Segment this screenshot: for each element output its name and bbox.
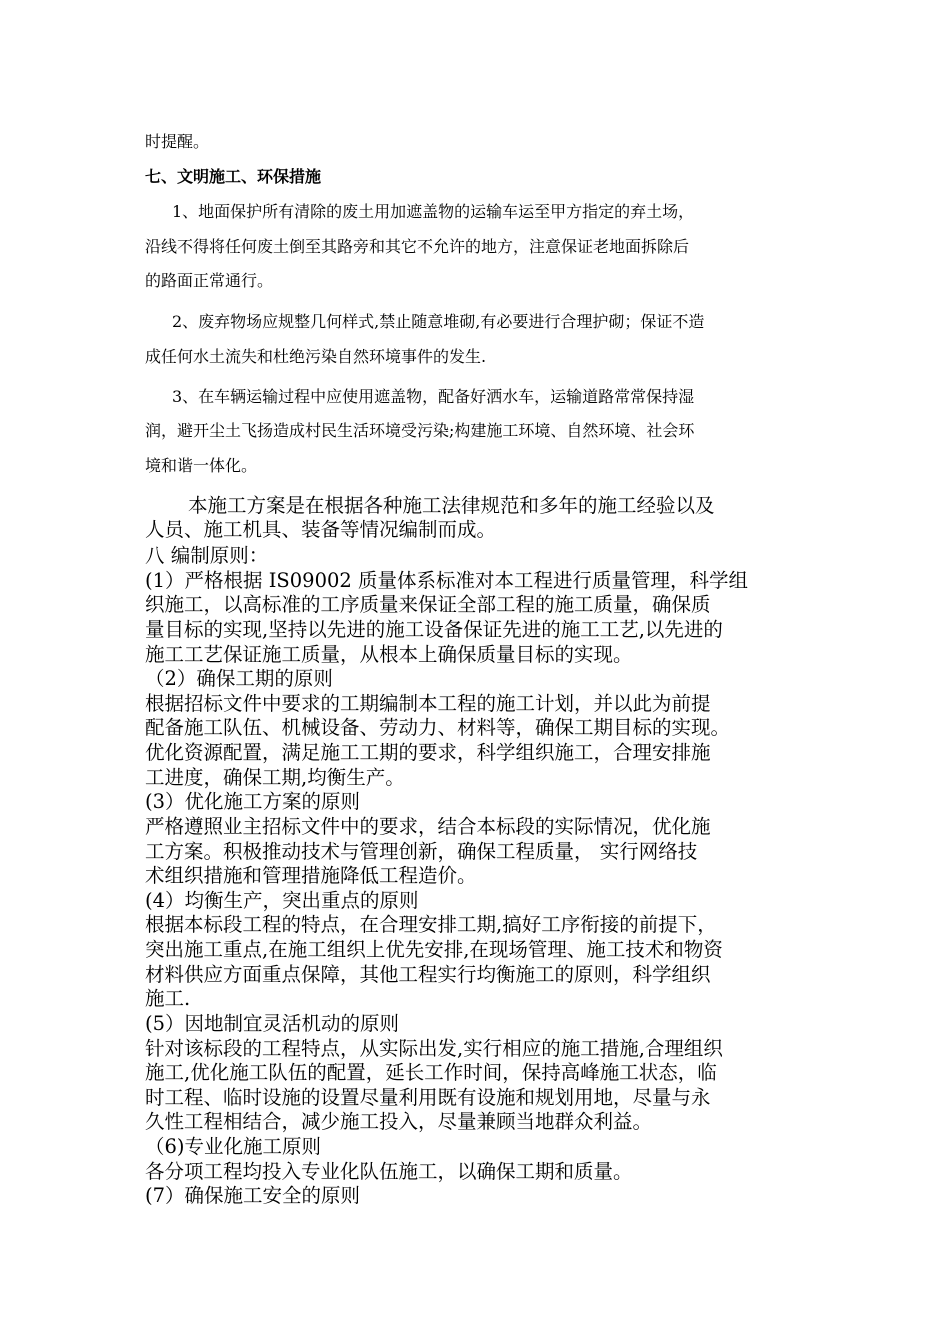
principles-line: (7）确保施工安全的原则 [145,1184,361,1207]
principles-line: 突出施工重点,在施工组织上优先安排,在现场管理、施工技术和物资 [145,938,723,961]
principles-line: 工方案。积极推动技术与管理创新，确保工程质量， 实行网络技 [145,840,698,863]
principles-line: 配备施工队伍、机械设备、劳动力、材料等，确保工期目标的实现。 [145,716,731,739]
principles-line: 根据本标段工程的特点，在合理安排工期,搞好工序衔接的前提下， [145,913,717,936]
principles-line: (4）均衡生产，突出重点的原则 [145,889,419,912]
principles-line: (1）严格根据 IS09002 质量体系标准对本工程进行质量管理，科学组 [145,569,749,592]
environmental-line: 七、文明施工、环保措施 [145,167,322,186]
environmental-line: 润，避开尘土飞扬造成村民生活环境受污染;构建施工环境、自然环境、社会环 [145,421,695,440]
environmental-line: 沿线不得将任何废土倒至其路旁和其它不允许的地方，注意保证老地面拆除后 [145,237,690,256]
principles-line: 材料供应方面重点保障，其他工程实行均衡施工的原则，科学组织 [145,963,711,986]
environmental-line: 时提醒。 [145,132,210,151]
principles-line: 施工,优化施工队伍的配置，延长工作时间，保持高峰施工状态，临 [145,1061,717,1084]
environmental-line: 2、废弃物场应规整几何样式,禁止随意堆砌,有必要进行合理护砌；保证不造 [172,312,705,331]
environmental-line: 境和谐一体化。 [145,456,258,475]
principles-line: 针对该标段的工程特点，从实际出发,实行相应的施工措施,合理组织 [145,1037,723,1060]
principles-line: 严格遵照业主招标文件中的要求，结合本标段的实际情况，优化施 [145,815,711,838]
principles-line: 时工程、临时设施的设置尽量利用既有设施和规划用地，尽量与永 [145,1086,711,1109]
principles-line: (5）因地制宜灵活机动的原则 [145,1012,400,1035]
principles-line: 八 编制原则： [145,544,269,567]
principles-line: 施工工艺保证施工质量，从根本上确保质量目标的实现。 [145,643,633,666]
principles-line: 人员、施工机具、装备等情况编制而成。 [145,518,497,541]
principles-line: 本施工方案是在根据各种施工法律规范和多年的施工经验以及 [188,494,715,517]
environmental-line: 的路面正常通行。 [145,271,274,290]
environmental-line: 3、在车辆运输过程中应使用遮盖物，配备好洒水车，运输道路常常保持湿 [172,387,695,406]
principles-line: 工进度，确保工期,均衡生产。 [145,766,405,789]
principles-line: 各分项工程均投入专业化队伍施工，以确保工期和质量。 [145,1160,633,1183]
principles-line: (3）优化施工方案的原则 [145,790,361,813]
principles-line: （2）确保工期的原则 [145,667,333,690]
principles-line: 织施工，以高标准的工序质量来保证全部工程的施工质量，确保质 [145,593,711,616]
principles-line: 根据招标文件中要求的工期编制本工程的施工计划，并以此为前提 [145,692,711,715]
principles-line: 优化资源配置，满足施工工期的要求，科学组织施工，合理安排施 [145,741,711,764]
principles-line: （6)专业化施工原则 [145,1135,322,1158]
environmental-line: 成任何水土流失和杜绝污染自然环境事件的发生. [145,347,487,366]
principles-line: 施工. [145,987,191,1010]
environmental-line: 1、地面保护所有清除的废土用加遮盖物的运输车运至甲方指定的弃土场， [172,202,695,221]
principles-line: 久性工程相结合，减少施工投入，尽量兼顾当地群众利益。 [145,1110,653,1133]
principles-line: 量目标的实现,坚持以先进的施工设备保证先进的施工工艺,以先进的 [145,618,723,641]
principles-line: 术组织措施和管理措施降低工程造价。 [145,864,477,887]
